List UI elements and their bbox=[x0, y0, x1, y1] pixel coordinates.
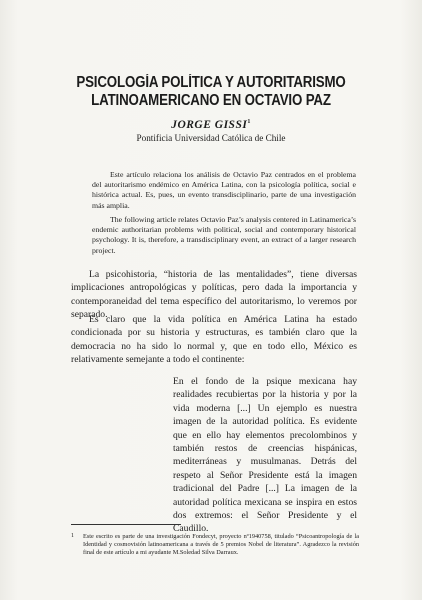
body-paragraph-1: La psicohistoria, “historia de las mentalidades”, tiene diversas implicaciones antropológicas y políticas, pero dada la importancia y contemporaneidad del tema específico del autoritarismo, lo veremos por separado. bbox=[71, 269, 357, 321]
footnote-text: Este escrito es parte de una investigación Fondecyt, proyecto nº1940758, titulado “Psicoantropología de la Identidad y cosmovisión latinoamericana a través de 5 premios Nobel de literatura”. Agradezco la revisión final de este artículo a mi ayudante M.Soledad Silva Darraux. bbox=[83, 533, 359, 557]
title-line-2: LATINOAMERICANO EN OCTAVIO PAZ bbox=[91, 92, 331, 110]
abstract-english: The following article relates Octavio Paz’s analysis centered in Latinamerica’s endemic authoritarian problems with political, social and contemporary historical psychology. It is, therefore, a transdisciplinary event, an extract of a larger research project. bbox=[92, 215, 356, 255]
footnote-mark: 1 bbox=[71, 533, 74, 539]
author-affiliation: Pontificia Universidad Católica de Chile bbox=[136, 133, 286, 143]
title-line-1: PSICOLOGÍA POLÍTICA Y AUTORITARISMO bbox=[76, 74, 346, 92]
footnote-divider bbox=[71, 524, 181, 525]
author-footnote-mark: 1 bbox=[247, 119, 251, 126]
article-title bbox=[30, 74, 393, 110]
abstract-spanish: Este artículo relaciona los análisis de Octavio Paz centrados en el problema del autoritarismo endémico en América Latina, con la psicología política, social e histórica actual. Es, pues, un evento transdisciplinario, parte de una investigación más amplia. bbox=[92, 170, 356, 210]
author-text: JORGE GISSI bbox=[171, 119, 248, 131]
footnote bbox=[71, 533, 359, 558]
body-paragraph-2: Es claro que la vida política en América Latina ha estado condicionada por su historia y estructuras, es también claro que la democracia no ha sido lo normal y, que en todo ello, México es relativamente semejante a todo el continente: bbox=[71, 314, 357, 366]
author-name bbox=[0, 119, 422, 131]
block-quote: En el fondo de la psique mexicana hay realidades recubiertas por la historia y por la vida moderna [...] Un ejemplo es nuestra imagen de la autoridad política. Es evidente que en ello hay elementos precolombinos y también restos de creencias hispánicas, mediterráneas y musulmanas. Detrás del respeto al Señor Presidente está la imagen tradicional del Padre [...] La imagen de la autoridad política mexicana se inspira en estos dos extremos: el Señor Presidente y el Caudillo. bbox=[173, 376, 357, 535]
